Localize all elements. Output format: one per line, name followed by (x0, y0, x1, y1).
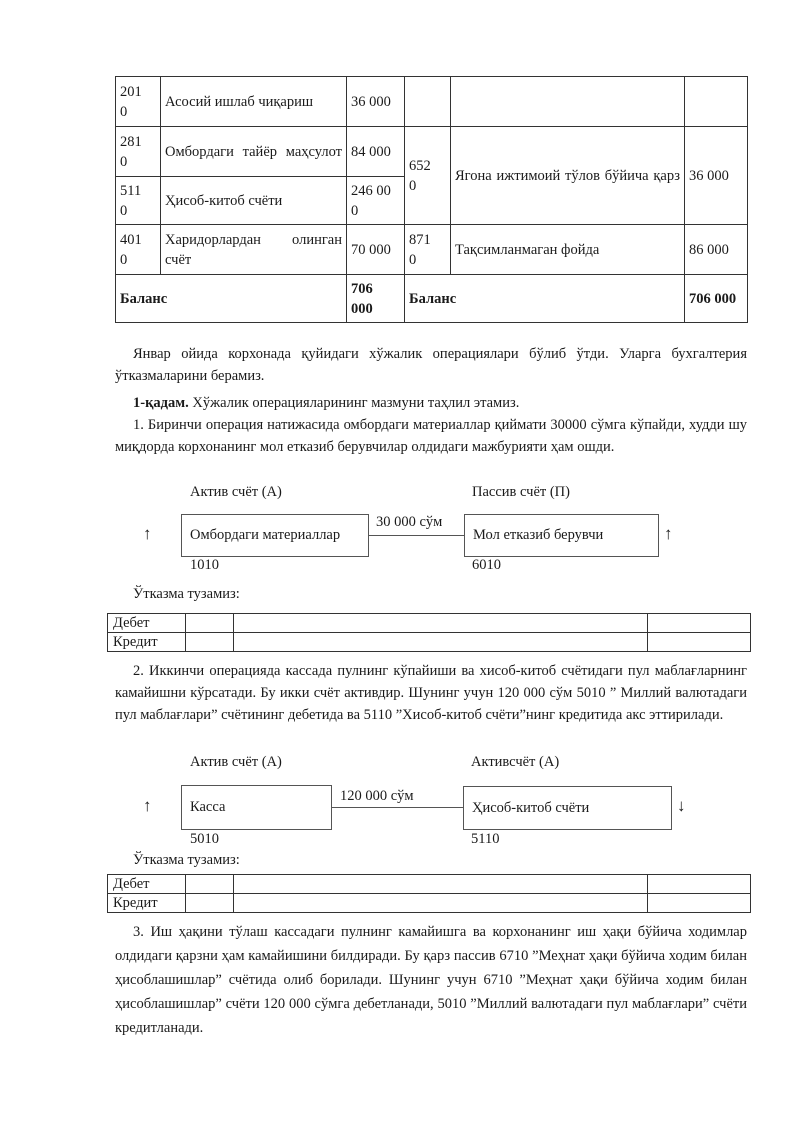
entry-cell[interactable] (648, 633, 751, 652)
account-value: 36 000 (347, 77, 405, 127)
entry-cell[interactable] (648, 894, 751, 913)
transfer-amount: 120 000 сўм (340, 788, 414, 804)
operation-3-text: 3. Иш ҳақини тўлаш кассадаги пулнинг камайишга ва корхонанинг иш ҳақи бўйича ходимлар олдидаги қарзни ҳам камайишини билдиради. Бу қарз пассив 6710 ”Меҳнат ҳақи бўйича ходим билан ҳисоблашишлар” счётида олиб борилади. Шунинг учун 6710 ”Меҳнат ҳақи бўйича ходим билан ҳисоблашишлар” счёти 120 000 сўмга дебетланади, 5010 ”Миллий валютадаги пул маблағлари” счёти кредитланади. (115, 924, 747, 1036)
left-account-header: Актив счёт (А) (190, 484, 282, 500)
account-name: Тақсимланмаган фойда (451, 225, 685, 275)
balance-total-row (116, 275, 748, 323)
account-value: 36 000 (685, 127, 748, 225)
debit-label: Дебет (108, 614, 186, 633)
account-box-supplier (464, 514, 659, 557)
account-box-label: Мол етказиб берувчи (473, 527, 604, 543)
account-box-label: Омбордаги материаллар (190, 527, 341, 543)
transfer-amount: 30 000 сўм (376, 514, 443, 530)
transfer-line (369, 535, 464, 536)
account-code: 6010 (472, 557, 501, 573)
increase-arrow-icon: ↑ (143, 524, 152, 543)
operation-1-text: 1. Биринчи операция натижасида омбордаги материаллар қиймати 30000 сўмга кўпайди, худди шу миқдорда корхонанинг мол етказиб берувчилар олдидаги мажбурияти ҳам ошди. (115, 417, 747, 455)
left-account-header: Актив счёт (А) (190, 754, 282, 770)
entry-cell[interactable] (234, 894, 648, 913)
operation-2-text: 2. Иккинчи операцияда кассада пулнинг кўпайиши ва хисоб-китоб счётидаги пул маблағларнинг камайишни кўрсатади. Бу икки счёт активдир. Шунинг учун 120 000 сўм 5010 ” Миллий валютадаги пул маблағлари” счётининг дебетида ва 5110 ”Хисоб-китоб счёти”нинг кредитида акс эттирилади. (115, 663, 747, 723)
account-name: Омбордаги тайёр маҳсулот (161, 127, 347, 177)
account-box-label: Ҳисоб-китоб счёти (472, 799, 590, 816)
debit-label: Дебет (108, 875, 186, 894)
account-code: 871 0 (405, 225, 451, 275)
entry-cell[interactable] (186, 875, 234, 894)
entry-table (107, 613, 751, 652)
account-code: 1010 (190, 557, 219, 573)
step-title: 1-қадам. (133, 395, 189, 411)
entry-cell[interactable] (186, 614, 234, 633)
account-value: 246 00 0 (347, 177, 405, 225)
total-value: 706 000 (347, 275, 405, 323)
table-row (108, 614, 751, 633)
account-code: 201 0 (116, 77, 161, 127)
account-name: Асосий ишлаб чиқариш (161, 77, 347, 127)
total-label: Баланс (116, 275, 347, 323)
empty-cell (685, 77, 748, 127)
balance-table (115, 76, 748, 323)
account-name: Ҳисоб-китоб счёти (161, 177, 347, 225)
account-code: 652 0 (405, 127, 451, 225)
account-code: 5110 (471, 831, 500, 847)
account-box-cash (181, 785, 332, 830)
table-row (108, 875, 751, 894)
empty-cell (405, 77, 451, 127)
account-code: 5010 (190, 831, 219, 847)
account-box-label: Касса (190, 799, 226, 815)
step-heading (115, 392, 747, 414)
account-name: Ягона ижтимоий тўлов бўйича қарз (451, 127, 685, 225)
intro-paragraph: Январ ойида корхонада қуйидаги хўжалик операциялари бўлиб ўтди. Уларга бухгалтерия ўтказмаларини берамиз. (115, 346, 747, 384)
total-value: 706 000 (685, 275, 748, 323)
table-row (108, 894, 751, 913)
total-label: Баланс (405, 275, 685, 323)
entry-cell[interactable] (186, 894, 234, 913)
account-code: 401 0 (116, 225, 161, 275)
table-row (108, 633, 751, 652)
entry-cell[interactable] (234, 875, 648, 894)
entry-label: Ўтказма тузамиз: (133, 852, 240, 868)
entry-cell[interactable] (234, 614, 648, 633)
entry-label: Ўтказма тузамиз: (133, 586, 240, 602)
account-box-settlement (463, 786, 672, 830)
right-account-header: Активсчёт (А) (471, 754, 560, 770)
credit-label: Кредит (108, 894, 186, 913)
account-value: 70 000 (347, 225, 405, 275)
table-row (116, 127, 748, 177)
increase-arrow-icon: ↑ (143, 796, 152, 815)
account-code: 511 0 (116, 177, 161, 225)
entry-table (107, 874, 751, 913)
account-box-materials (181, 514, 369, 557)
account-code: 281 0 (116, 127, 161, 177)
entry-cell[interactable] (648, 875, 751, 894)
account-name: Харидорлардан олинган счёт (161, 225, 347, 275)
entry-cell[interactable] (234, 633, 648, 652)
account-value: 84 000 (347, 127, 405, 177)
right-account-header: Пассив счёт (П) (472, 484, 570, 500)
step-text: Хўжалик операцияларининг мазмуни таҳлил этамиз. (188, 395, 520, 411)
decrease-arrow-icon: ↓ (677, 796, 686, 815)
transfer-line (332, 807, 463, 808)
entry-cell[interactable] (186, 633, 234, 652)
table-row (116, 225, 748, 275)
account-value: 86 000 (685, 225, 748, 275)
table-row (116, 77, 748, 127)
credit-label: Кредит (108, 633, 186, 652)
empty-cell (451, 77, 685, 127)
increase-arrow-icon: ↑ (664, 524, 673, 543)
entry-cell[interactable] (648, 614, 751, 633)
